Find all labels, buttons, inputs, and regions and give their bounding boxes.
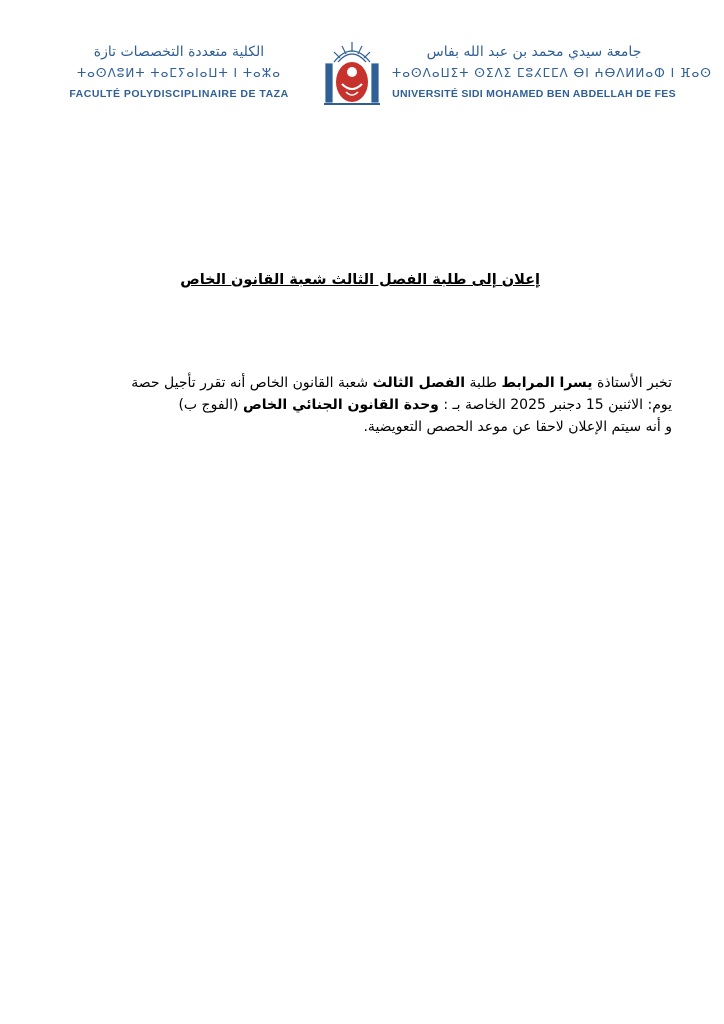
text: تخبر الأستاذة — [592, 375, 672, 391]
faculty-name-french: FACULTÉ POLYDISCIPLINAIRE DE TAZA — [69, 88, 289, 100]
text: (الفوج ب) — [178, 397, 243, 413]
faculty-name-tifinagh: ⵜⴰⵙⴷⵓⵍⵜ ⵜⴰⵎⵢⴰⵏⴰⵡⵜ ⵏ ⵜⴰⵣⴰ — [76, 66, 282, 80]
university-name-tifinagh: ⵜⴰⵙⴷⴰⵡⵉⵜ ⵙⵉⴷⵉ ⵎⵓⵃⵎⵎⴷ ⴱⵏ ⵄⴱⴷⵍⵍⴰⵀ ⵏ ⴼⴰⵙ — [392, 66, 712, 80]
faculty-name-arabic: الكلية متعددة التخصصات تازة — [93, 44, 265, 60]
body-line-3: و أنه سيتم الإعلان لاحقا عن موعد الحصص التعويضية. — [363, 419, 672, 435]
text: طلبة — [465, 375, 502, 391]
announcement-body — [52, 372, 672, 438]
university-emblem-icon — [320, 38, 384, 108]
text: شعبة القانون الخاص أنه تقرر تأجيل حصة — [131, 375, 373, 391]
letterhead — [0, 0, 724, 110]
text: يوم: الاثنين 15 دجنبر 2025 الخاصة بـ : — [438, 397, 672, 413]
announcement-title: إعلان إلى طلبة الفصل الثالث شعبة القانون الخاص — [180, 272, 540, 288]
semester-label: الفصل الثالث — [372, 375, 466, 391]
professor-name: يسرا المرابط — [501, 375, 593, 391]
body-line-2 — [52, 394, 672, 416]
module-name: وحدة القانون الجنائي الخاص — [242, 397, 439, 413]
body-line-1 — [52, 372, 672, 394]
university-name-french: UNIVERSITÉ SIDI MOHAMED BEN ABDELLAH DE FES — [392, 88, 676, 100]
university-name-arabic: جامعة سيدي محمد بن عبد الله بفاس — [426, 44, 642, 60]
